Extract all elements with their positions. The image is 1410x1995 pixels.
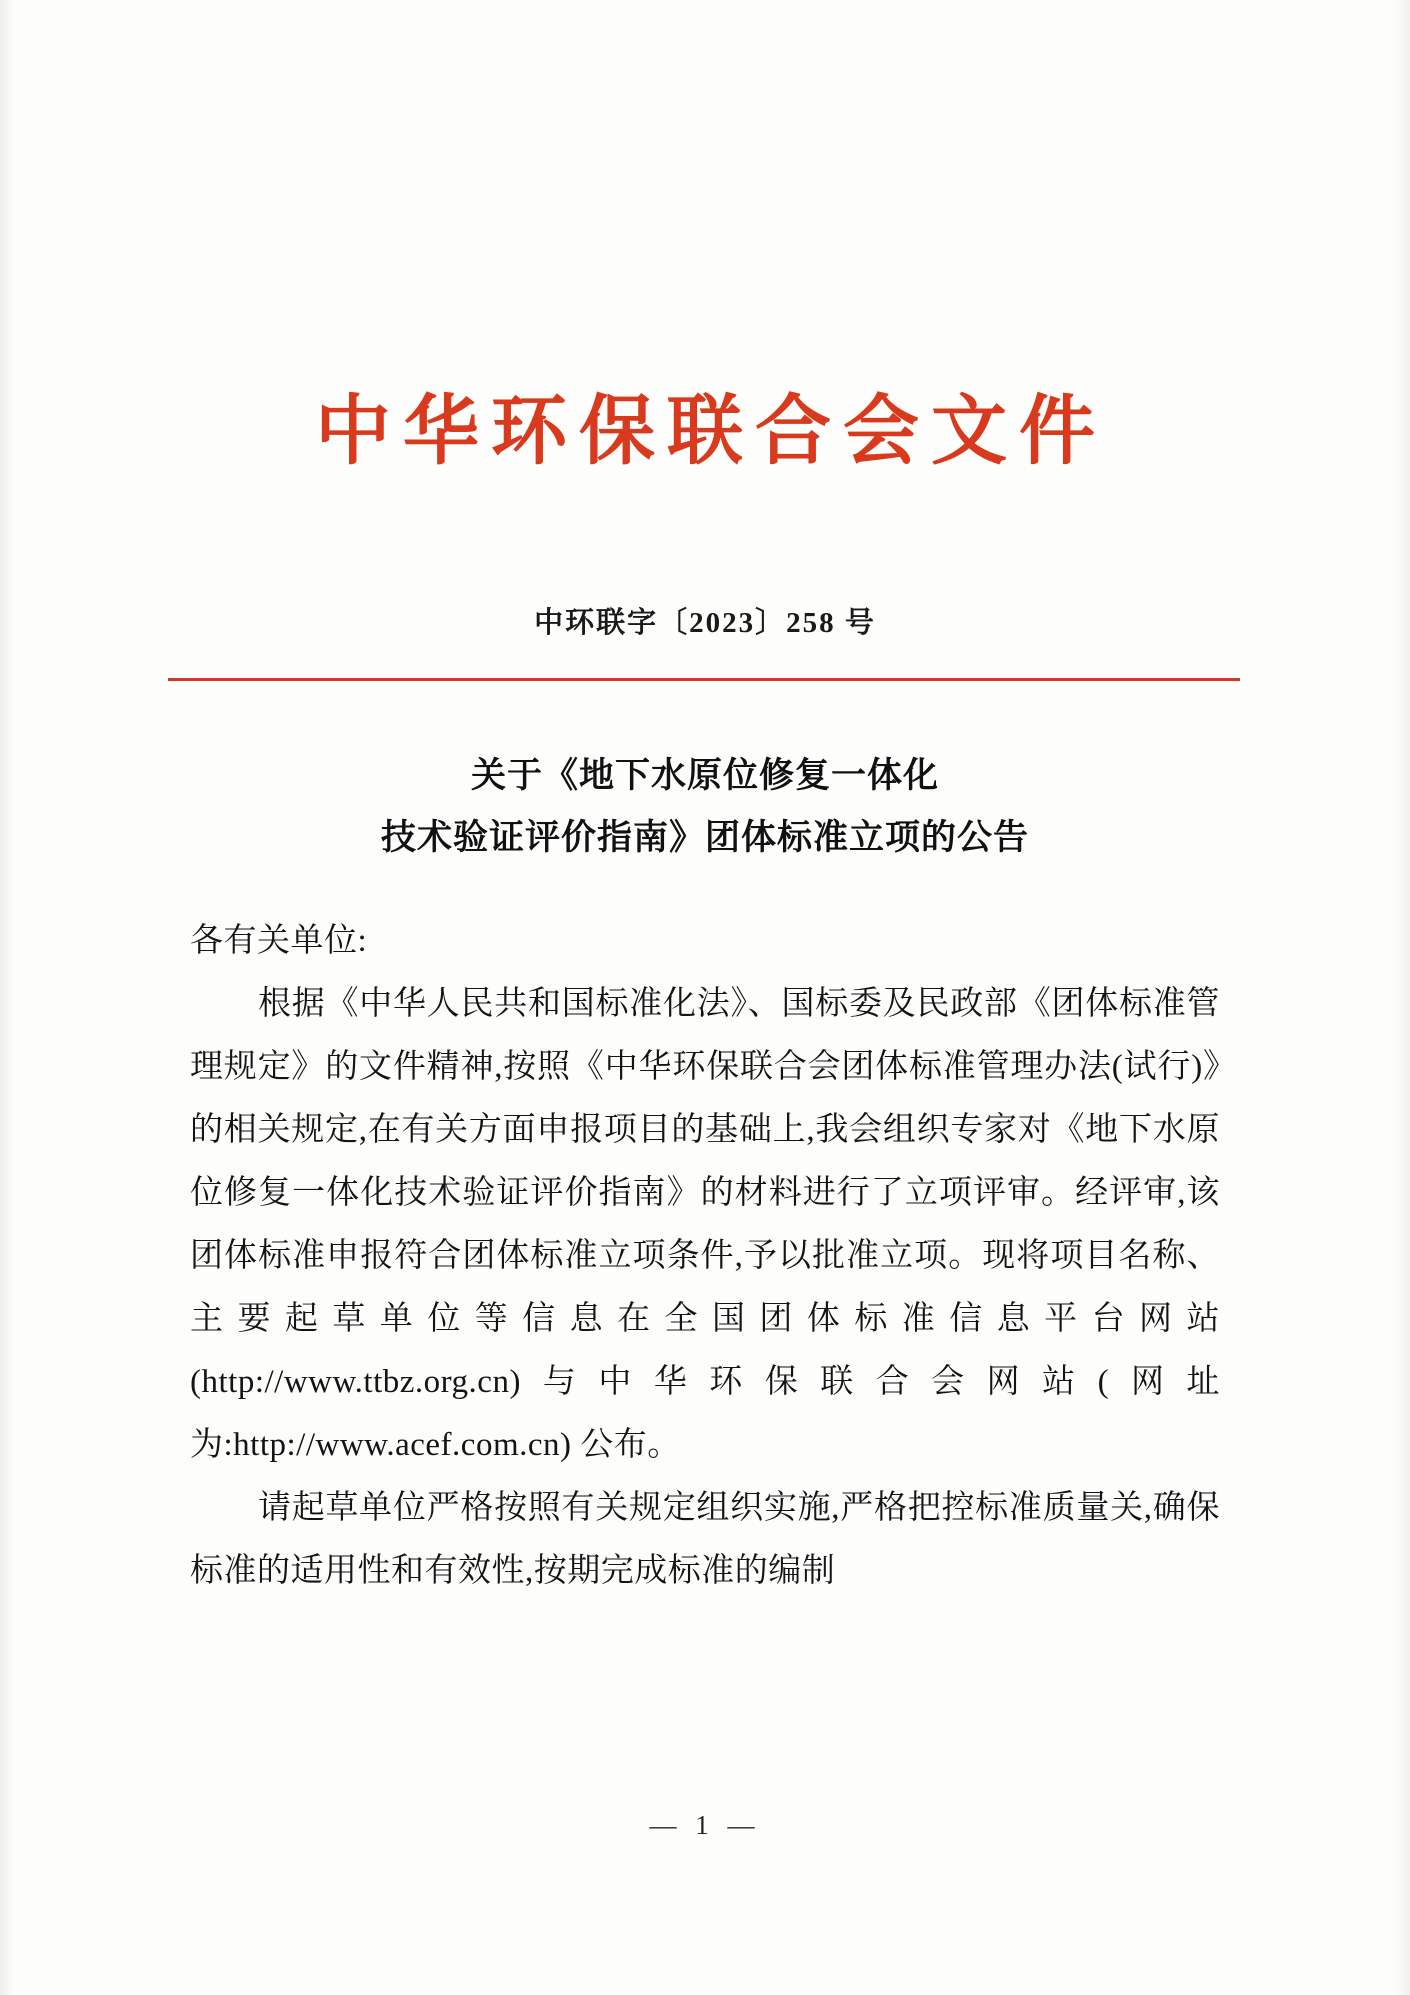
letterhead-title: 中华环保联合会文件 bbox=[315, 386, 1107, 475]
body-paragraph-2: 请起草单位严格按照有关规定组织实施,严格把控标准质量关,确保标准的适用性和有效性,按期完成标准的编制 bbox=[190, 1490, 1220, 1589]
scan-edge-left bbox=[0, 0, 14, 1995]
document-number: 中环联字〔2023〕258 号 bbox=[534, 607, 876, 639]
page-number-footer: — 1 — bbox=[649, 1810, 761, 1840]
scan-edge-right bbox=[1394, 0, 1410, 1995]
subject-line-1: 关于《地下水原位修复一体化 bbox=[470, 755, 939, 796]
salutation: 各有关单位: bbox=[190, 923, 368, 959]
body-paragraph-1: 根据《中华人民共和国标准化法》、国标委及民政部《团体标准管理规定》的文件精神,按照《中华环保联合会团体标准管理办法(试行)》的相关规定,在有关方面申报项目的基础上,我会组织专家对《地下水原位修复一体化技术验证评价指南》的材料进行了立项评审。经评审,该团体标准申报符合团体标准立项条件,予以批准立项。现将项目名称、主要起草单位等信息在全国团体标准信息平台网站(http://www.ttbz.org.cn)与中华环保联合会网站(网址为:http://www.acef.com.cn) 公布。 bbox=[190, 986, 1220, 1463]
document-body bbox=[190, 910, 1220, 1603]
red-divider-rule bbox=[168, 678, 1240, 681]
subject-heading bbox=[0, 745, 1410, 869]
subject-line-2: 技术验证评价指南》团体标准立项的公告 bbox=[380, 817, 1029, 858]
